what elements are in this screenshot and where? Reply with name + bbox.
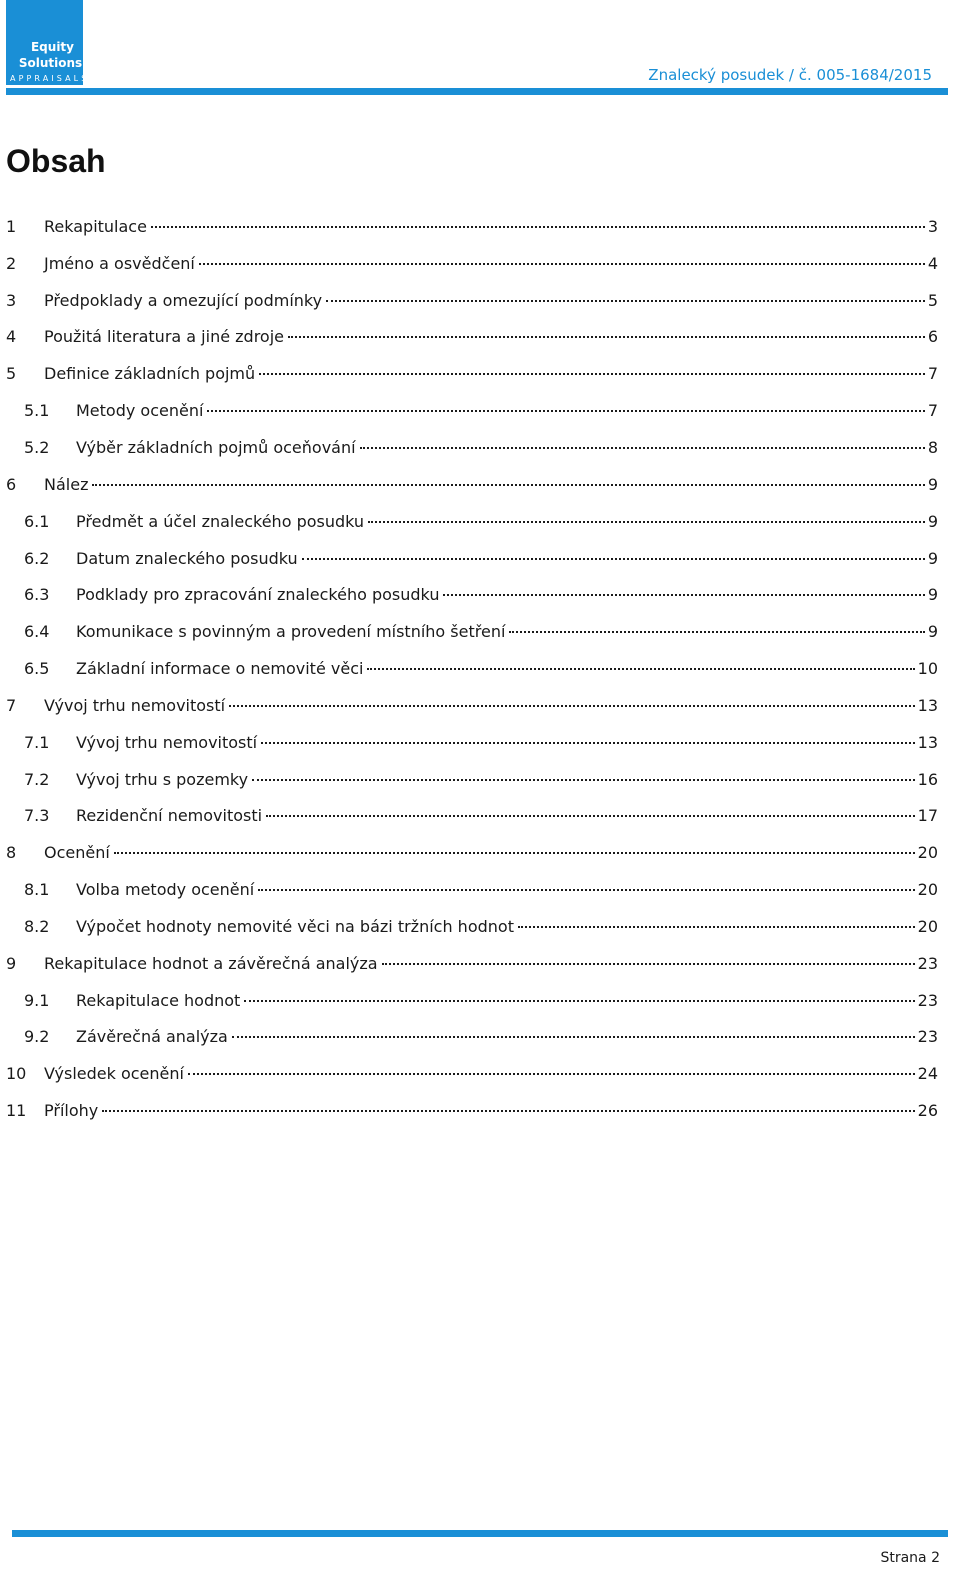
toc-entry[interactable] (0, 466, 938, 503)
toc-entry-number: 7.2 (24, 769, 50, 789)
toc-dot-leader (326, 299, 925, 302)
toc-entry-number: 9.1 (24, 990, 50, 1010)
toc-entry[interactable] (0, 540, 938, 577)
toc-entry-label: Rekapitulace (44, 216, 147, 236)
toc-entry[interactable] (0, 392, 938, 429)
toc-entry-number: 2 (6, 253, 17, 273)
toc-entry[interactable] (0, 208, 938, 245)
toc-entry-label: Výpočet hodnoty nemovité věci na bázi tržních hodnot (76, 916, 514, 936)
toc-dot-leader (360, 446, 925, 449)
toc-dot-leader (199, 262, 925, 265)
toc-entry-page: 9 (927, 474, 938, 494)
toc-entry-label: Základní informace o nemovité věci (76, 659, 364, 679)
toc-entry-label: Rekapitulace hodnot a závěrečná analýza (44, 953, 378, 973)
toc-entry-leader (76, 991, 938, 1010)
toc-entry-number: 9 (6, 953, 17, 973)
toc-entry-leader (44, 843, 938, 862)
toc-dot-leader (368, 520, 925, 523)
toc-entry-number: 5 (6, 364, 17, 384)
toc-dot-leader (232, 1035, 915, 1038)
toc-entry-label: Vývoj trhu nemovitostí (44, 695, 226, 715)
toc-entry-page: 7 (927, 401, 938, 421)
toc-entry-leader (44, 327, 938, 346)
toc-entry-leader (76, 622, 938, 641)
toc-entry-leader (76, 733, 938, 752)
toc-dot-leader (266, 814, 915, 817)
toc-entry[interactable] (0, 761, 938, 798)
toc-entry-page: 5 (927, 290, 938, 310)
toc-entry-leader (44, 254, 938, 273)
toc-entry-label: Komunikace s povinným a provedení místního šetření (76, 622, 506, 642)
toc-entry-label: Vývoj trhu nemovitostí (76, 732, 258, 752)
toc-dot-leader (258, 888, 914, 891)
toc-entry-label: Předmět a účel znaleckého posudku (76, 511, 365, 531)
toc-entry-leader (76, 917, 938, 936)
toc-entry-leader (76, 549, 938, 568)
toc-dot-leader (188, 1072, 915, 1075)
toc-entry-leader (44, 954, 938, 973)
toc-entry[interactable] (0, 319, 938, 356)
toc-entry-leader (76, 806, 938, 825)
toc-entry-page: 13 (917, 732, 938, 752)
toc-entry-leader (76, 438, 938, 457)
toc-entry-label: Výběr základních pojmů oceňování (76, 437, 356, 457)
toc-entry-number: 5.2 (24, 437, 50, 457)
toc-entry-page: 13 (917, 695, 938, 715)
toc-entry[interactable] (0, 1055, 938, 1092)
toc-entry-leader (44, 217, 938, 236)
toc-entry[interactable] (0, 1092, 938, 1129)
toc-entry-number: 7 (6, 695, 17, 715)
page-number: Strana 2 (880, 1550, 940, 1566)
toc-entry-page: 10 (917, 659, 938, 679)
toc-entry[interactable] (0, 908, 938, 945)
toc-entry-label: Datum znaleckého posudku (76, 548, 298, 568)
toc-entry-label: Rezidenční nemovitosti (76, 806, 263, 826)
page-title: Obsah (6, 143, 106, 179)
toc-entry-page: 9 (927, 511, 938, 531)
toc-dot-leader (443, 593, 924, 596)
toc-entry-page: 9 (927, 622, 938, 642)
toc-entry-number: 8 (6, 843, 17, 863)
toc-entry-label: Metody ocenění (76, 401, 204, 421)
toc-entry-leader (76, 1027, 938, 1046)
toc-entry-label: Rekapitulace hodnot (76, 990, 241, 1010)
toc-entry-number: 1 (6, 216, 17, 236)
toc-entry-page: 23 (917, 1027, 938, 1047)
toc-entry-label: Nález (44, 474, 89, 494)
toc-entry[interactable] (0, 429, 938, 466)
document-reference: Znalecký posudek / č. 005-1684/2015 (648, 66, 932, 84)
toc-entry-leader (44, 696, 938, 715)
toc-entry-number: 6 (6, 474, 17, 494)
toc-entry[interactable] (0, 834, 938, 871)
toc-entry-leader (44, 364, 938, 383)
toc-entry-leader (76, 880, 938, 899)
toc-entry[interactable] (0, 576, 938, 613)
toc-entry-page: 26 (917, 1101, 938, 1121)
toc-entry-number: 8.2 (24, 916, 50, 936)
toc-entry-leader (76, 585, 938, 604)
toc-entry-page: 23 (917, 953, 938, 973)
toc-dot-leader (114, 851, 915, 854)
toc-entry-label: Vývoj trhu s pozemky (76, 769, 249, 789)
toc-dot-leader (244, 999, 914, 1002)
toc-dot-leader (518, 925, 915, 928)
toc-entry-page: 20 (917, 843, 938, 863)
toc-entry[interactable] (0, 798, 938, 835)
toc-entry-number: 6.1 (24, 511, 50, 531)
toc-entry-number: 6.2 (24, 548, 50, 568)
toc-dot-leader (207, 409, 924, 412)
toc-dot-leader (367, 667, 914, 670)
toc-dot-leader (261, 741, 915, 744)
toc-entry-leader (44, 1101, 938, 1120)
toc-entry-number: 6.4 (24, 622, 50, 642)
toc-entry[interactable] (0, 355, 938, 392)
toc-entry-page: 7 (927, 364, 938, 384)
toc-entry-label: Ocenění (44, 843, 110, 863)
toc-entry-number: 6.5 (24, 659, 50, 679)
toc-dot-leader (302, 557, 925, 560)
toc-entry-leader (76, 770, 938, 789)
toc-entry[interactable] (0, 613, 938, 650)
table-of-contents (0, 208, 938, 1129)
toc-entry-number: 6.3 (24, 585, 50, 605)
toc-entry-page: 20 (917, 880, 938, 900)
toc-entry-label: Závěrečná analýza (76, 1027, 228, 1047)
toc-dot-leader (288, 335, 925, 338)
toc-entry-leader (76, 512, 938, 531)
toc-entry-number: 10 (6, 1064, 27, 1084)
toc-entry-page: 16 (917, 769, 938, 789)
toc-entry-page: 17 (917, 806, 938, 826)
toc-dot-leader (382, 962, 915, 965)
toc-entry-label: Přílohy (44, 1101, 99, 1121)
toc-entry-page: 20 (917, 916, 938, 936)
toc-entry[interactable] (0, 503, 938, 540)
toc-entry-number: 7.1 (24, 732, 50, 752)
toc-entry-page: 24 (917, 1064, 938, 1084)
toc-entry-page: 4 (927, 253, 938, 273)
toc-entry-number: 9.2 (24, 1027, 50, 1047)
logo-subtitle: APPRAISALS (10, 74, 90, 83)
toc-dot-leader (92, 483, 924, 486)
toc-entry[interactable] (0, 945, 938, 982)
toc-entry-number: 3 (6, 290, 17, 310)
toc-entry[interactable] (0, 687, 938, 724)
toc-entry-label: Jméno a osvědčení (44, 253, 195, 273)
toc-entry[interactable] (0, 982, 938, 1019)
toc-entry[interactable] (0, 724, 938, 761)
toc-dot-leader (229, 704, 915, 707)
footer-divider (12, 1530, 948, 1537)
toc-entry-number: 5.1 (24, 401, 50, 421)
toc-entry-leader (44, 1064, 938, 1083)
toc-entry-number: 7.3 (24, 806, 50, 826)
toc-entry-label: Definice základních pojmů (44, 364, 256, 384)
toc-entry-page: 23 (917, 990, 938, 1010)
toc-entry-page: 3 (927, 216, 938, 236)
toc-entry-label: Předpoklady a omezující podmínky (44, 290, 323, 310)
toc-entry-number: 8.1 (24, 880, 50, 900)
toc-entry[interactable] (0, 245, 938, 282)
toc-entry-page: 8 (927, 437, 938, 457)
toc-dot-leader (151, 225, 925, 228)
toc-entry-leader (76, 401, 938, 420)
toc-entry[interactable] (0, 1019, 938, 1056)
toc-dot-leader (509, 630, 924, 633)
logo-text-line2: Solutions (18, 56, 83, 70)
toc-entry[interactable] (0, 650, 938, 687)
toc-dot-leader (102, 1109, 914, 1112)
logo-text-line1: Equity (30, 40, 74, 54)
toc-entry-label: Volba metody ocenění (76, 880, 255, 900)
toc-dot-leader (252, 778, 915, 781)
toc-entry-number: 4 (6, 327, 17, 347)
toc-entry-label: Výsledek ocenění (44, 1064, 184, 1084)
toc-entry-page: 6 (927, 327, 938, 347)
toc-entry-leader (44, 475, 938, 494)
company-logo (6, 0, 90, 85)
toc-entry-leader (76, 659, 938, 678)
toc-entry[interactable] (0, 282, 938, 319)
toc-entry[interactable] (0, 871, 938, 908)
toc-entry-number: 11 (6, 1101, 27, 1121)
toc-entry-page: 9 (927, 548, 938, 568)
toc-entry-leader (44, 291, 938, 310)
header-divider (6, 88, 948, 95)
toc-dot-leader (259, 372, 925, 375)
toc-entry-page: 9 (927, 585, 938, 605)
toc-entry-label: Použitá literatura a jiné zdroje (44, 327, 284, 347)
toc-entry-label: Podklady pro zpracování znaleckého posudku (76, 585, 440, 605)
